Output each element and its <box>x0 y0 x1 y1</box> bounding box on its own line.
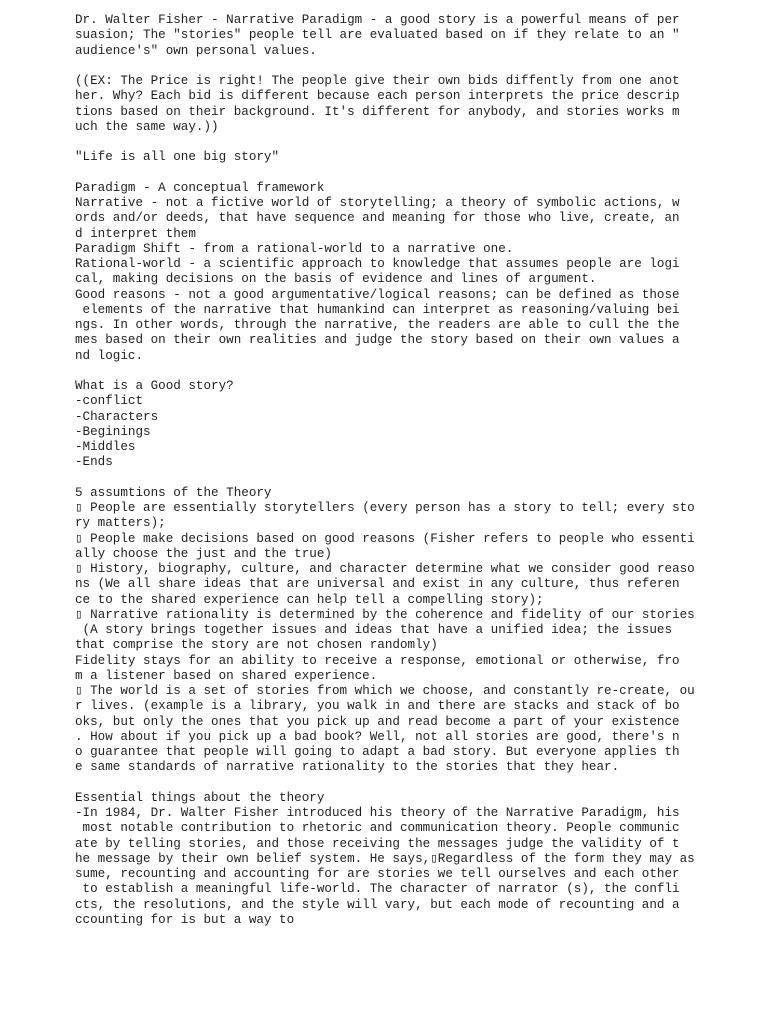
text-line: d interpret them <box>75 226 196 241</box>
text-line: ally choose the just and the true) <box>75 546 332 561</box>
text-line: audience's" own personal values. <box>75 43 317 58</box>
text-line: ry matters); <box>75 516 166 531</box>
text-line: ((EX: The Price is right! The people give their own bids diffently from one anot <box>75 74 680 88</box>
text-line: cal, making decisions on the basis of evidence and lines of argument. <box>75 272 597 287</box>
text-line: o guarantee that people will going to adapt a bad story. But everyone applies th <box>75 745 680 759</box>
text-line: cts, the resolutions, and the style will vary, but each mode of recounting and a <box>75 897 680 912</box>
text-line: e same standards of narrative rationality to the stories that they hear. <box>75 760 620 775</box>
text-line: that comprise the story are not chosen randomly) <box>75 638 438 653</box>
text-line: ▯ Narrative rationality is determined by the coherence and fidelity of our stories <box>75 607 695 622</box>
text-line: ▯ History, biography, culture, and character determine what we consider good reaso <box>75 562 695 576</box>
text-line: elements of the narrative that humankind can interpret as reasoning/valuing bei <box>75 302 680 317</box>
text-line: Paradigm - A conceptual framework <box>75 180 325 195</box>
text-line: "Life is all one big story" <box>75 150 280 165</box>
text-line: ce to the shared experience can help tell a compelling story); <box>75 592 544 607</box>
text-line: Good reasons - not a good argumentative/logical reasons; can be defined as those <box>75 287 680 302</box>
text-line: m a listener based on shared experience. <box>75 668 378 683</box>
text-line: 5 assumtions of the Theory <box>75 485 272 500</box>
text-line: ▯ The world is a set of stories from which we choose, and constantly re-create, ou <box>75 684 695 698</box>
text-line: ns (We all share ideas that are universal and exist in any culture, thus referen <box>75 577 680 592</box>
text-line: -Beginings <box>75 424 151 439</box>
text-line: -Characters <box>75 409 159 424</box>
text-line: ngs. In other words, through the narrative, the readers are able to cull the the <box>75 318 680 332</box>
text-line: Fidelity stays for an ability to receive a response, emotional or otherwise, fro <box>75 653 680 668</box>
text-line: What is a Good story? <box>75 379 234 393</box>
text-line: -Middles <box>75 440 136 454</box>
text-line: -conflict <box>75 394 144 409</box>
text-line: oks, but only the ones that you pick up and read become a part of your existence <box>75 714 680 729</box>
text-line: nd logic. <box>75 348 144 363</box>
text-line: most notable contribution to rhetoric and communication theory. People communic <box>75 821 680 836</box>
text-line: mes based on their own realities and judge the story based on their own values a <box>75 333 680 348</box>
text-line: tions based on their background. It's different for anybody, and stories works m <box>75 104 680 119</box>
document-body <box>75 13 755 928</box>
text-line: her. Why? Each bid is different because each person interprets the price descrip <box>75 89 680 104</box>
blank-line <box>75 59 755 74</box>
text-line: Paradigm Shift - from a rational-world to a narrative one. <box>75 241 514 256</box>
text-line: ords and/or deeds, that have sequence and meaning for those who live, create, an <box>75 211 680 226</box>
text-line: Rational-world - a scientific approach to knowledge that assumes people are logi <box>75 257 680 271</box>
blank-line <box>75 364 755 379</box>
text-line: suasion; The "stories" people tell are evaluated based on if they relate to an " <box>75 28 680 43</box>
blank-line <box>75 776 755 791</box>
text-line: ccounting for is but a way to <box>75 912 295 927</box>
text-line: he message by their own belief system. He says,▯Regardless of the form they may as <box>75 851 695 866</box>
text-line: r lives. (example is a library, you walk in and there are stacks and stack of bo <box>75 699 680 714</box>
blank-line <box>75 166 755 181</box>
text-line: Dr. Walter Fisher - Narrative Paradigm - a good story is a powerful means of per <box>75 13 680 27</box>
text-line: -Ends <box>75 455 113 470</box>
text-line: ▯ People make decisions based on good reasons (Fisher refers to people who essenti <box>75 531 695 546</box>
text-line: Essential things about the theory <box>75 790 325 805</box>
blank-line <box>75 471 755 486</box>
blank-line <box>75 135 755 150</box>
text-line: Narrative - not a fictive world of storytelling; a theory of symbolic actions, w <box>75 196 680 210</box>
text-line: (A story brings together issues and ideas that have a unified idea; the issues <box>75 623 673 637</box>
text-line: sume, recounting and accounting for are stories we tell ourselves and each other <box>75 867 680 881</box>
text-line: uch the same way.)) <box>75 119 219 134</box>
text-line: ate by telling stories, and those receiving the messages judge the validity of t <box>75 836 680 851</box>
text-line: -In 1984, Dr. Walter Fisher introduced his theory of the Narrative Paradigm, his <box>75 806 680 820</box>
text-line: ▯ People are essentially storytellers (every person has a story to tell; every sto <box>75 501 695 515</box>
text-line: . How about if you pick up a bad book? Well, not all stories are good, there's n <box>75 729 680 744</box>
text-line: to establish a meaningful life-world. The character of narrator (s), the confli <box>75 882 680 897</box>
